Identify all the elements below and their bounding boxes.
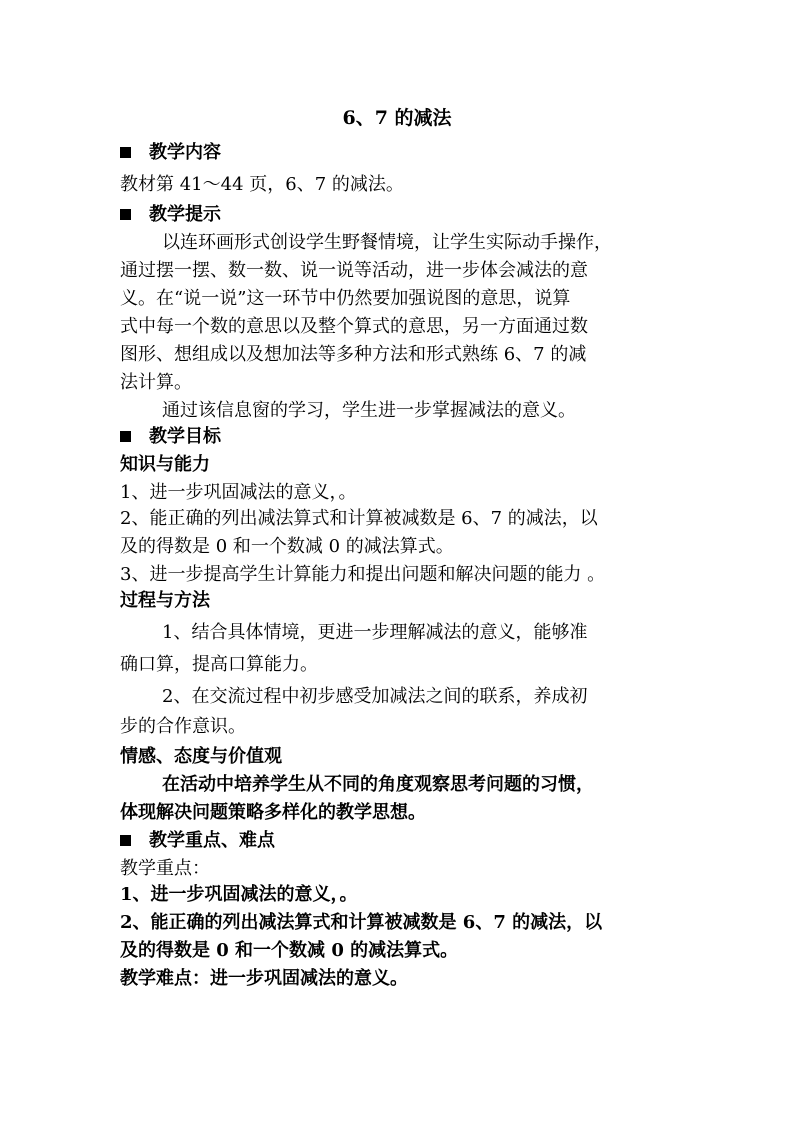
content-line: 教材第 41～44 页，6、7 的减法。 [120,174,404,195]
knowledge-item: 3、进一步提高学生计算能力和提出问题和解决问题的能力 。 [120,564,606,585]
heading-hint: 教学提示 [120,202,221,228]
key-difficulty: 教学难点：进一步巩固减法的意义。 [120,968,408,989]
page-title: 6、7 的减法 [342,107,452,129]
hint-para2: 通过该信息窗的学习，学生进一步掌握减法的意义。 [162,400,576,421]
key-item: 1、进一步巩固减法的意义，。 [120,884,358,905]
square-bullet-icon [120,431,131,442]
square-bullet-icon [120,147,131,158]
heading-content: 教学内容 [120,140,221,166]
emotion-line: 体现解决问题策略多样化的教学思想。 [120,802,426,823]
process-label: 过程与方法 [120,590,210,611]
process-item: 确口算，提高口算能力。 [120,654,318,675]
process-item: 步的合作意识。 [120,716,246,737]
emotion-line: 在活动中培养学生从不同的角度观察思考问题的习惯， [162,774,594,795]
knowledge-item: 及的得数是 0 和一个数减 0 的减法算式。 [120,536,454,557]
knowledge-label: 知识与能力 [120,454,210,475]
process-item: 1、结合具体情境，更进一步理解减法的意义，能够准 [162,622,588,643]
hint-para1-line: 法计算。 [120,372,192,393]
knowledge-item: 1、进一步巩固减法的意义，。 [120,482,357,503]
key-item: 2、能正确的列出减法算式和计算被减数是 6、7 的减法，以 [120,912,603,933]
key-item: 及的得数是 0 和一个数减 0 的减法算式。 [120,940,459,961]
hint-para1-line: 通过摆一摆、数一数、说一说等活动，进一步体会减法的意 [120,260,588,281]
hint-para1-line: 以连环画形式创设学生野餐情境，让学生实际动手操作， [162,232,612,253]
emotion-label: 情感、态度与价值观 [120,746,282,767]
hint-para1-line: 义。在“说一说”这一环节中仍然要加强说图的意思，说算 [120,288,571,309]
square-bullet-icon [120,209,131,220]
heading-goals: 教学目标 [120,424,221,450]
heading-key: 教学重点、难点 [120,828,275,854]
hint-para1-line: 图形、想组成以及想加法等多种方法和形式熟练 6、7 的减 [120,344,587,365]
hint-para1-line: 式中每一个数的意思以及整个算式的意思，另一方面通过数 [120,316,588,337]
process-item: 2、在交流过程中初步感受加减法之间的联系，养成初 [162,686,588,707]
square-bullet-icon [120,835,131,846]
key-focus-label: 教学重点： [120,858,210,879]
knowledge-item: 2、能正确的列出减法算式和计算被减数是 6、7 的减法，以 [120,508,598,529]
